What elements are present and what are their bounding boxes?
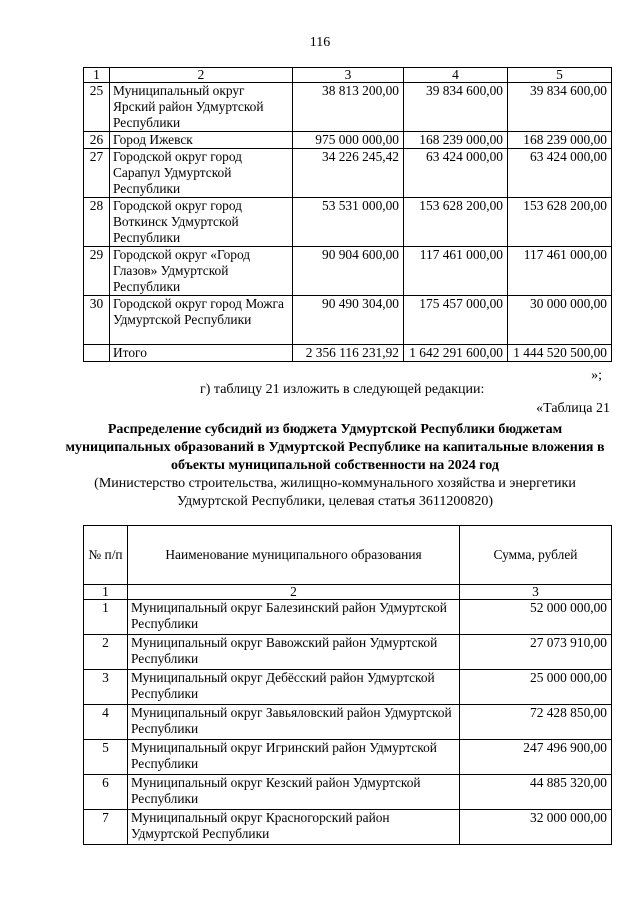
header-cell: 4: [404, 68, 508, 83]
amount-cell: 63 424 000,00: [508, 149, 612, 198]
column-index: 1: [84, 585, 128, 600]
amount-cell: 38 813 200,00: [293, 83, 404, 132]
municipality-name: Муниципальный округ Завьяловский район Удмуртской Республики: [128, 705, 460, 740]
header-cell: 5: [508, 68, 612, 83]
amount-cell: 975 000 000,00: [293, 132, 404, 149]
page-number: 116: [309, 35, 331, 50]
table-title: Распределение субсидий из бюджета Удмуртской Республики бюджетам муниципальных образований в Удмуртской Республике на капитальные вложения в объекты муниципальной собственности на 2024 год: [65, 422, 605, 473]
amendment-text: г) таблицу 21 изложить в следующей редакции:: [200, 382, 485, 397]
table-row: [84, 296, 612, 345]
table-row: [84, 83, 612, 132]
amount-cell: 34 226 245,42: [293, 149, 404, 198]
table-row: [84, 670, 612, 705]
table-header-row: [84, 526, 612, 585]
row-number: 30: [84, 296, 110, 345]
amount-cell: 247 496 900,00: [460, 740, 612, 775]
municipality-name: Муниципальный округ Ярский район Удмуртской Республики: [110, 83, 293, 132]
municipality-name: Муниципальный округ Игринский район Удмуртской Республики: [128, 740, 460, 775]
municipality-name: Муниципальный округ Балезинский район Удмуртской Республики: [128, 600, 460, 635]
row-number: 4: [84, 705, 128, 740]
table-row: [84, 132, 612, 149]
municipality-name: Городской округ город Можга Удмуртской Республики: [110, 296, 293, 345]
municipality-name: Муниципальный округ Кезский район Удмуртской Республики: [128, 775, 460, 810]
amount-cell: 90 490 304,00: [293, 296, 404, 345]
municipality-name: Городской округ город Сарапул Удмуртской Республики: [110, 149, 293, 198]
column-header-sum: Сумма, рублей: [460, 526, 612, 585]
amount-cell: 39 834 600,00: [404, 83, 508, 132]
amount-cell: 63 424 000,00: [404, 149, 508, 198]
column-index-row: [84, 585, 612, 600]
amount-cell: 44 885 320,00: [460, 775, 612, 810]
row-number: 7: [84, 810, 128, 845]
table-header-row: [84, 68, 612, 83]
header-cell: 1: [84, 68, 110, 83]
table-21: [83, 525, 612, 845]
row-number: 27: [84, 149, 110, 198]
amount-cell: 168 239 000,00: [508, 132, 612, 149]
table-row: [84, 740, 612, 775]
table-row: [84, 705, 612, 740]
municipality-name: Городской округ город Воткинск Удмуртской Республики: [110, 198, 293, 247]
amount-cell: 72 428 850,00: [460, 705, 612, 740]
amount-cell: 53 531 000,00: [293, 198, 404, 247]
table-row: [84, 635, 612, 670]
amount-cell: 117 461 000,00: [404, 247, 508, 296]
table-row: [84, 198, 612, 247]
row-number: 28: [84, 198, 110, 247]
amount-cell: 25 000 000,00: [460, 670, 612, 705]
total-amount: 2 356 116 231,92: [293, 345, 404, 362]
row-number: 2: [84, 635, 128, 670]
row-number: 5: [84, 740, 128, 775]
previous-table: [83, 67, 612, 362]
table-row: [84, 149, 612, 198]
amount-cell: 153 628 200,00: [404, 198, 508, 247]
table-row: [84, 810, 612, 845]
table-reference: «Таблица 21: [536, 401, 610, 416]
amount-cell: 52 000 000,00: [460, 600, 612, 635]
table-row: [84, 247, 612, 296]
row-number: 29: [84, 247, 110, 296]
amount-cell: 153 628 200,00: [508, 198, 612, 247]
table-subtitle: (Министерство строительства, жилищно-коммунального хозяйства и энергетики Удмуртской Республики, целевая статья 3611200820): [94, 476, 576, 509]
total-amount: 1 642 291 600,00: [404, 345, 508, 362]
row-number: 1: [84, 600, 128, 635]
municipality-name: Муниципальный округ Красногорский район Удмуртской Республики: [128, 810, 460, 845]
row-number: 25: [84, 83, 110, 132]
municipality-name: Муниципальный округ Вавожский район Удмуртской Республики: [128, 635, 460, 670]
amount-cell: 175 457 000,00: [404, 296, 508, 345]
row-number: 26: [84, 132, 110, 149]
amount-cell: 39 834 600,00: [508, 83, 612, 132]
table-row: [84, 775, 612, 810]
total-row: [84, 345, 612, 362]
amount-cell: 90 904 600,00: [293, 247, 404, 296]
municipality-name: Муниципальный округ Дебёсский район Удмуртской Республики: [128, 670, 460, 705]
amount-cell: 27 073 910,00: [460, 635, 612, 670]
table-row: [84, 600, 612, 635]
row-number: 3: [84, 670, 128, 705]
total-amount: 1 444 520 500,00: [508, 345, 612, 362]
column-index: 3: [460, 585, 612, 600]
municipality-name: Городской округ «Город Глазов» Удмуртской Республики: [110, 247, 293, 296]
header-cell: 2: [110, 68, 293, 83]
amount-cell: 168 239 000,00: [404, 132, 508, 149]
amount-cell: 30 000 000,00: [508, 296, 612, 345]
row-number: 6: [84, 775, 128, 810]
municipality-name: Город Ижевск: [110, 132, 293, 149]
column-index: 2: [128, 585, 460, 600]
total-label: Итого: [110, 345, 293, 362]
column-header-number: № п/п: [84, 526, 128, 585]
closing-quote: »;: [591, 368, 602, 383]
amount-cell: 32 000 000,00: [460, 810, 612, 845]
empty-cell: [84, 345, 110, 362]
column-header-name: Наименование муниципального образования: [128, 526, 460, 585]
header-cell: 3: [293, 68, 404, 83]
amount-cell: 117 461 000,00: [508, 247, 612, 296]
